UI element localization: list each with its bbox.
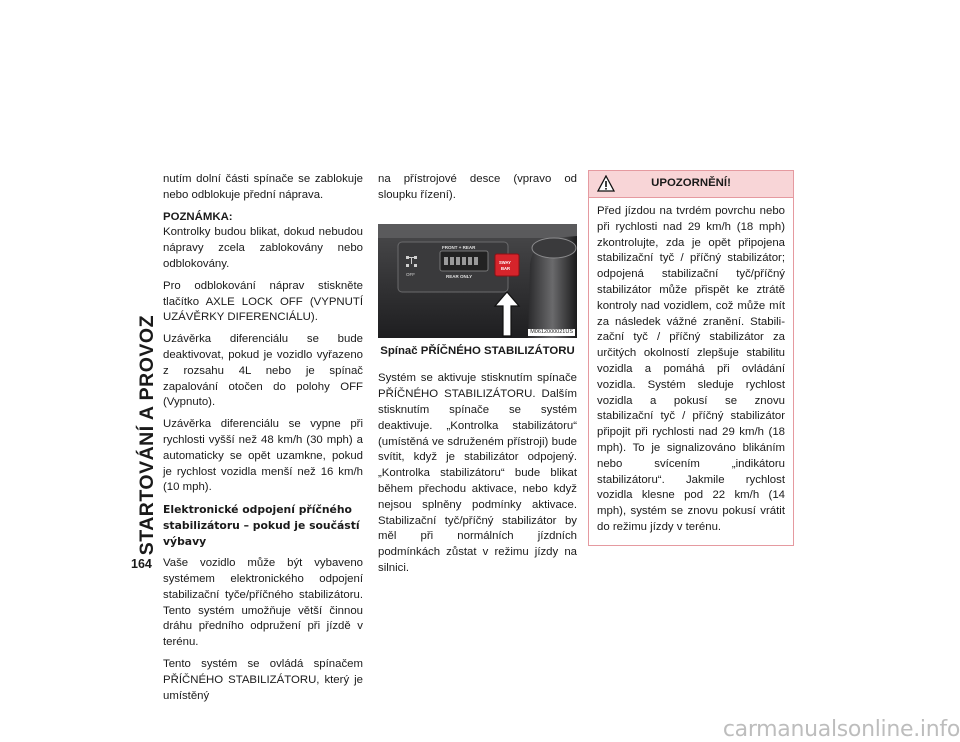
warning-title: UPOZORNĚNÍ! <box>651 177 731 190</box>
section-title <box>134 175 160 555</box>
photo-code: M0612000021US <box>530 328 573 335</box>
section-title-text: STARTOVÁNÍ A PROVOZ <box>135 314 158 555</box>
paragraph: Uzávěrka diferenciálu se vypne při rychlosti vyšší než 48 km/h (30 mph) a automaticky se opět uzamkne, pokud je rychlost vozidla menší než 16 km/h (10 mph). <box>163 418 363 494</box>
page-number: 164 <box>131 557 152 571</box>
footer-logo[interactable]: carmanualsonline.info <box>722 717 960 742</box>
paragraph: Uzávěrka diferenciálu se bude deaktivovat, pokud je vozidlo vyřazeno z rozsahu 4L nebo je spínač zapalování otočen do polohy OFF (Vypnuto). <box>163 333 363 409</box>
paragraph: na přístrojové desce (vpravo od sloupku řízení). <box>378 173 577 201</box>
warning-body <box>589 198 793 545</box>
photo-caption: Spínač PŘÍČNÉHO STABILIZÁTORU <box>380 344 575 357</box>
paragraph: Systém se aktivuje stisknutím spínače PŘÍČNÉHO STABILIZÁTORU. Dalším stisknutím spínače se systém deaktivuje. „Kontrolka stabilizátoru“ (umístěná ve sdruženém přístroji) bude svítit, když je stabilizátor odpojený. „Kontrolka stabilizátoru“ bude blikat během přechodu aktivace, nebo když nejsou splněny podmínky aktivace. Stabilizační tyč/příčný stabilizátor by měl při normálních jízdních podmínkách zůstat v režimu jízdy na silnici. <box>378 372 577 574</box>
warning-text: Před jízdou na tvrdém povrchu nebo při rychlosti nad 29 km/h (18 mph) zkontrolujte, zda je opět připojena stabilizační tyč / příčný stabilizátor; odpojená stabilizační tyč/příčný stabilizátor může přispět ke ztrátě kontroly nad vozidlem, což může mít za následek vážné zranění. Stabilizační tyč / příčný stabilizátor za určitých okolností zlepšuje stabilitu vozidla a pomáhá při ovládání vozidla. Systém sleduje rychlost vozidla a pokusí se znovu stabilizační tyč / příčný stabilizátor připojit při rychlosti nad 29 km/h (18 mph). To je signalizováno blikáním nebo svícením „indikátoru stabilizátoru“. Jakmile rychlost vozidla klesne pod 22 km/h (14 mph), systém se znovu pokusí vrátit do režimu jízdy v terénu. <box>597 205 785 533</box>
sway-label: SWAY <box>499 259 511 265</box>
paragraph: Vaše vozidlo může být vybaveno systémem elektronického odpojení stabilizační tyče/příčného stabilizátoru. Tento systém umožňuje větší činnou dráhu předního odpružení při jízdě v terénu. <box>163 557 363 649</box>
warning-triangle-icon <box>597 175 615 192</box>
note-title: POZNÁMKA: <box>163 210 233 223</box>
column-3 <box>588 170 794 546</box>
paragraph: Pro odblokování náprav stiskněte tlačítko AXLE LOCK OFF (VYPNUTÍ UZÁVĚRKY DIFERENCIÁLU). <box>163 279 363 324</box>
note-text: Kontrolky budou blikat, dokud nebudou nápravy zcela zablokovány nebo odblokovány. <box>163 226 363 270</box>
bar-label: BAR <box>501 265 511 271</box>
paragraph: nutím dolní části spínače se zablokuje nebo odblokuje přední náprava. <box>163 173 363 201</box>
rear-only-label: REAR ONLY <box>446 273 473 279</box>
section-heading: Elektronické odpojení příčného stabilizátoru – pokud je součástí výbavy <box>163 503 360 549</box>
column-1 <box>163 172 363 710</box>
sway-bar-switch-photo <box>378 224 577 338</box>
front-rear-label: FRONT + REAR <box>442 244 476 250</box>
warning-header <box>589 171 793 198</box>
off-label: OFF <box>406 271 415 277</box>
column-2 <box>378 172 577 583</box>
switch-illustration <box>378 224 577 338</box>
paragraph: Tento systém se ovládá spínačem PŘÍČNÉHO STABILIZÁTORU, který je umístěný <box>163 657 363 702</box>
sway-bar-button <box>495 254 519 276</box>
warning-box <box>588 170 794 546</box>
